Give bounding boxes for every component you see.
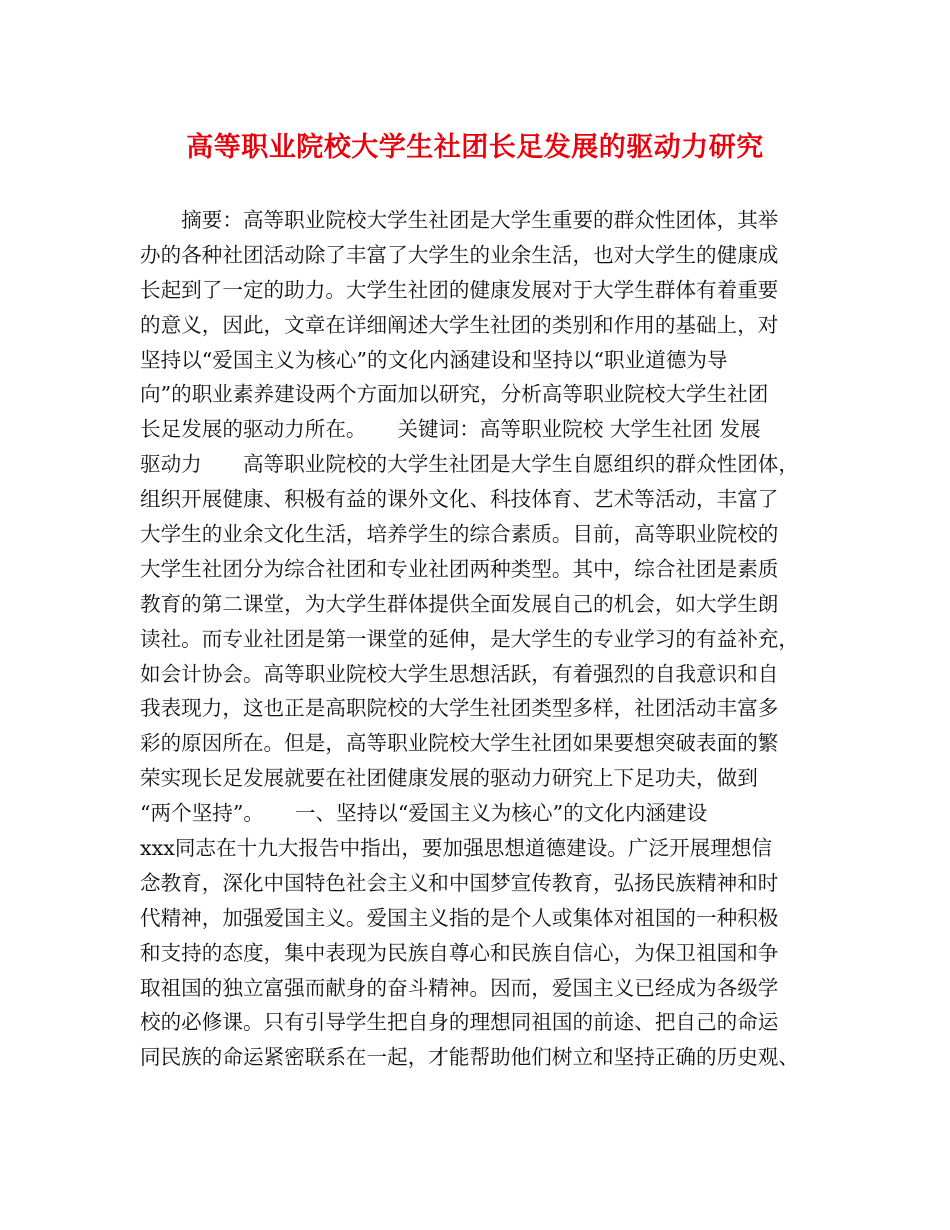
body-line: 代精神，加强爱国主义。爱国主义指的是个人或集体对祖国的一种积极 — [140, 905, 779, 930]
body-line: 读社。而专业社团是第一课堂的延伸，是大学生的专业学习的有益补充， — [140, 626, 799, 651]
body-line: 大学生的业余文化生活，培养学生的综合素质。目前，高等职业院校的 — [140, 522, 779, 547]
body-line: 长起到了一定的助力。大学生社团的健康发展对于大学生群体有着重要 — [140, 277, 779, 302]
body-line: 组织开展健康、积极有益的课外文化、科技体育、艺术等活动，丰富了 — [140, 487, 779, 512]
body-line: 我表现力，这也正是高职院校的大学生社团类型多样，社团活动丰富多 — [140, 696, 779, 721]
body-line: 荣实现长足发展就要在社团健康发展的驱动力研究上下足功夫，做到 — [140, 766, 758, 791]
body-line: 摘要：高等职业院校大学生社团是大学生重要的群众性团体，其举 — [140, 208, 779, 232]
body-line: 的意义，因此，文章在详细阐述大学生社团的类别和作用的基础上，对 — [140, 312, 779, 337]
body-line: 彩的原因所在。但是，高等职业院校大学生社团如果要想突破表面的繁 — [140, 731, 779, 756]
body-line: 教育的第二课堂，为大学生群体提供全面发展自己的机会，如大学生朗 — [140, 591, 779, 616]
body-line: 办的各种社团活动除了丰富了大学生的业余生活，也对大学生的健康成 — [140, 242, 779, 267]
body-line: 同民族的命运紧密联系在一起，才能帮助他们树立和坚持正确的历史观、 — [140, 1045, 799, 1070]
body-line: “两个坚持”。 一、坚持以“爱国主义为核心”的文化内涵建设 — [140, 801, 708, 826]
body-line: 念教育，深化中国特色社会主义和中国梦宣传教育，弘扬民族精神和时 — [140, 870, 779, 895]
body-line: xxx同志在十九大报告中指出，要加强思想道德建设。广泛开展理想信 — [140, 836, 773, 861]
body-line: 向”的职业素养建设两个方面加以研究，分析高等职业院校大学生社团 — [140, 382, 769, 407]
body-line: 取祖国的独立富强而献身的奋斗精神。因而，爱国主义已经成为各级学 — [140, 975, 779, 1000]
body-line: 和支持的态度，集中表现为民族自尊心和民族自信心，为保卫祖国和争 — [140, 940, 779, 965]
body-line: 驱动力 高等职业院校的大学生社团是大学生自愿组织的群众性团体， — [140, 452, 799, 477]
body-line: 大学生社团分为综合社团和专业社团两种类型。其中，综合社团是素质 — [140, 556, 779, 581]
body-line: 校的必修课。只有引导学生把自身的理想同祖国的前途、把自己的命运 — [140, 1010, 779, 1035]
document-body — [140, 203, 820, 1075]
document-title: 高等职业院校大学生社团长足发展的驱动力研究 — [186, 132, 764, 163]
body-line: 长足发展的驱动力所在。 关键词：高等职业院校 大学生社团 发展 — [140, 417, 761, 442]
body-line: 如会计协会。高等职业院校大学生思想活跃，有着强烈的自我意识和自 — [140, 661, 779, 686]
body-line: 坚持以“爱国主义为核心”的文化内涵建设和坚持以“职业道德为导 — [140, 347, 728, 372]
